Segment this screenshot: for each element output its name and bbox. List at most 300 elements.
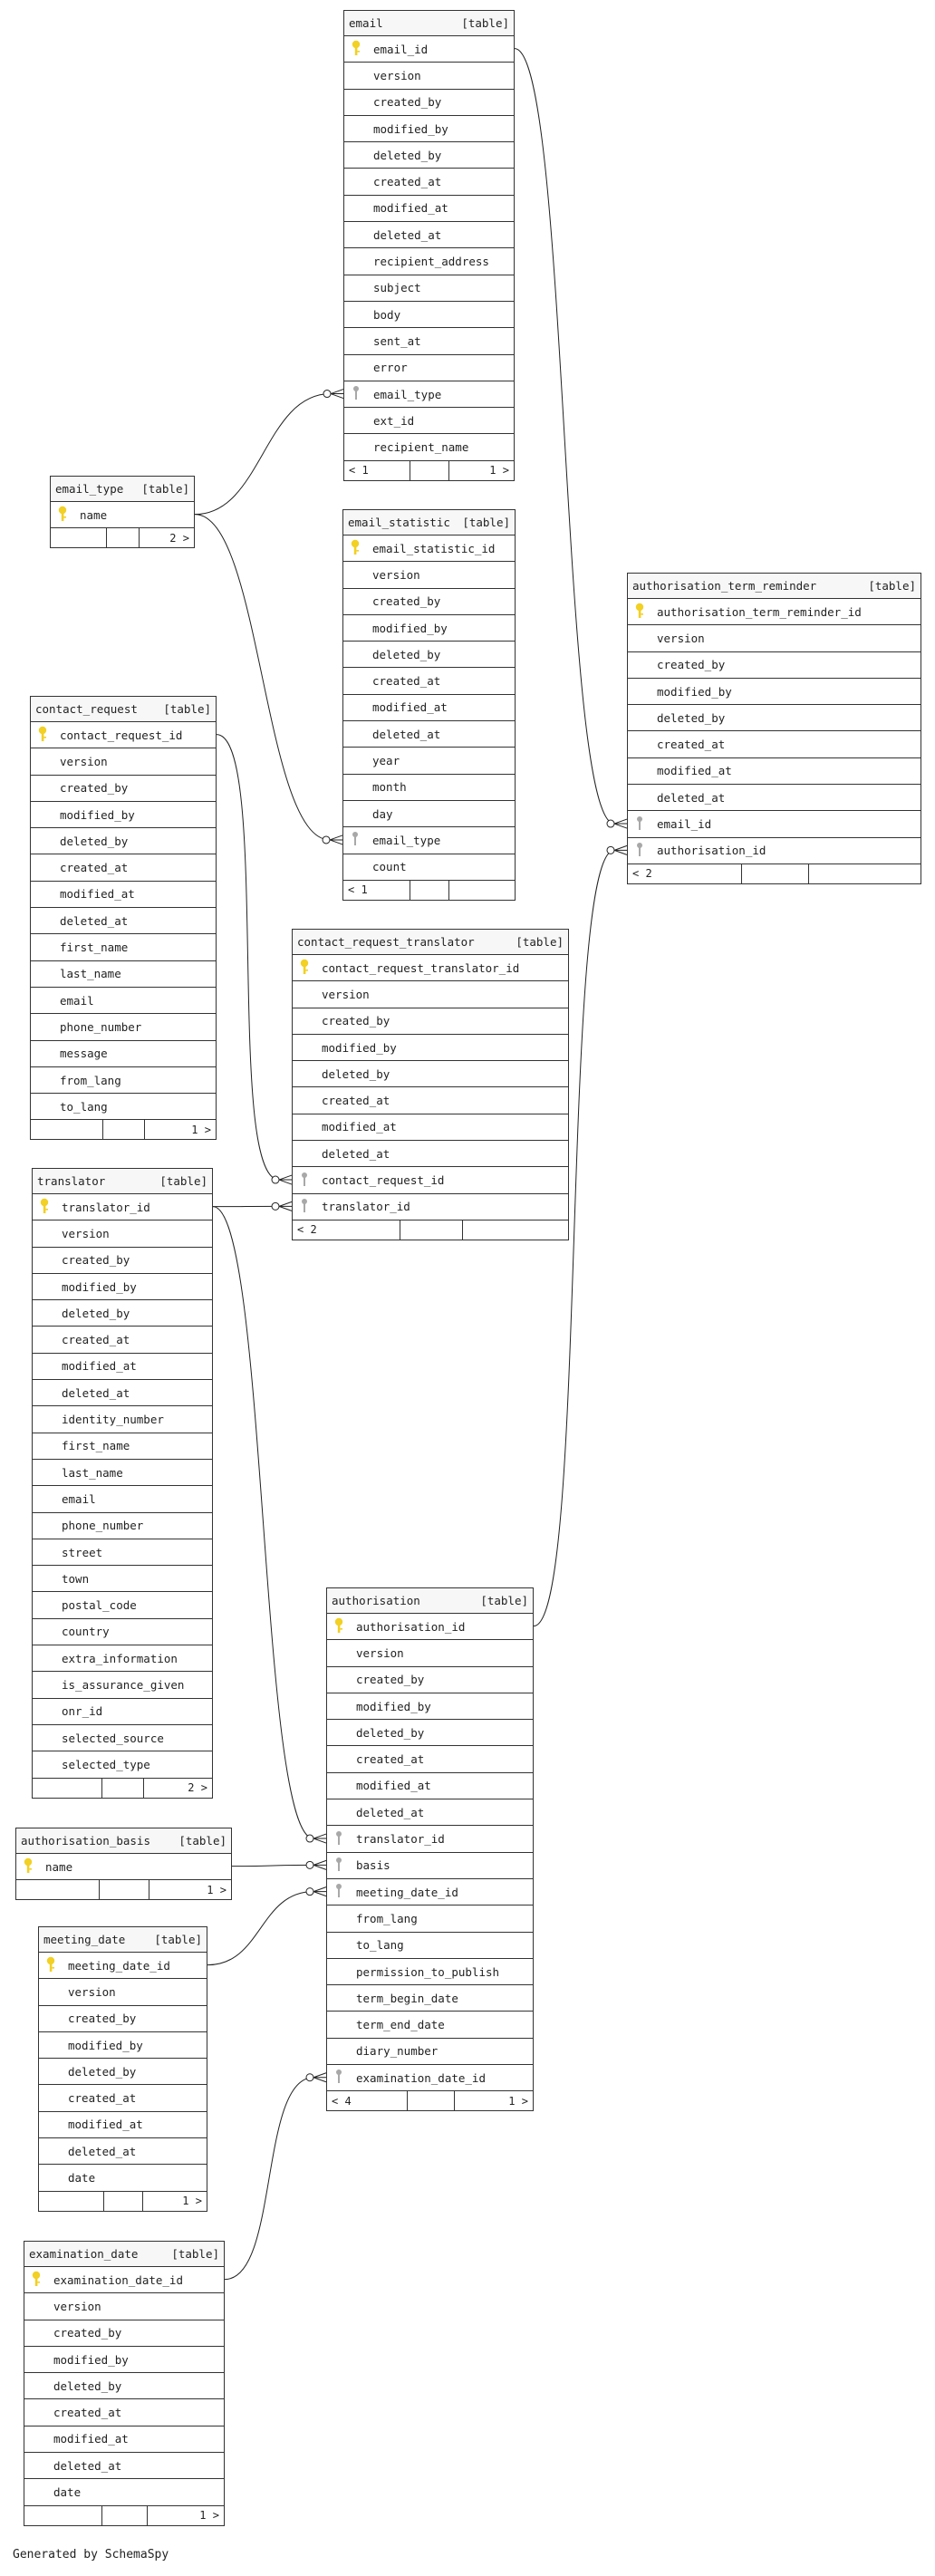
table-footer <box>293 1220 568 1240</box>
column-row[interactable] <box>33 1592 212 1618</box>
column-row[interactable] <box>39 2059 207 2085</box>
column-row[interactable] <box>24 2347 224 2373</box>
table-header[interactable] <box>293 930 568 955</box>
column-icon-placeholder <box>36 779 53 797</box>
column-row[interactable] <box>628 705 921 731</box>
footer-cell <box>102 2506 149 2525</box>
column-row[interactable] <box>628 652 921 679</box>
column-row[interactable] <box>343 827 515 854</box>
column-icon-placeholder <box>38 1357 54 1375</box>
column-icon-placeholder <box>38 1224 54 1242</box>
column-row[interactable] <box>24 2479 224 2505</box>
column-name: modified_at <box>322 1120 397 1134</box>
footer-cell <box>104 2192 143 2211</box>
column-name: contact_request_translator_id <box>322 960 520 975</box>
column-row[interactable] <box>344 381 514 408</box>
column-icon-placeholder <box>38 1755 54 1773</box>
column-row[interactable] <box>33 1460 212 1486</box>
primary-key-icon <box>349 539 365 557</box>
children-count[interactable]: 1 > <box>182 2195 202 2208</box>
column-row[interactable] <box>31 882 216 908</box>
table-name[interactable]: translator <box>37 1174 106 1188</box>
column-row[interactable] <box>293 1008 568 1035</box>
column-row[interactable] <box>33 1672 212 1698</box>
table-type-label: [table] <box>462 516 510 529</box>
footer-cell <box>742 864 809 883</box>
table-email-type <box>50 476 195 548</box>
children-count[interactable]: 1 > <box>191 1123 211 1136</box>
column-row[interactable] <box>31 828 216 854</box>
parents-count[interactable]: < 4 <box>327 2091 408 2110</box>
column-row[interactable] <box>33 1566 212 1592</box>
table-footer <box>628 864 921 883</box>
primary-key-icon <box>30 2271 46 2289</box>
column-row[interactable] <box>327 1933 533 1959</box>
column-row[interactable] <box>344 328 514 354</box>
primary-key-icon <box>22 1857 38 1876</box>
children-count[interactable]: 2 > <box>188 1781 207 1795</box>
children-count[interactable]: 1 > <box>199 2509 219 2523</box>
column-row[interactable] <box>628 599 921 625</box>
table-name[interactable]: authorisation_term_reminder <box>632 579 817 593</box>
column-icon-placeholder <box>633 762 650 780</box>
column-row[interactable] <box>343 801 515 827</box>
column-row[interactable] <box>327 1614 533 1640</box>
column-row[interactable] <box>344 248 514 275</box>
primary-key-icon <box>56 506 72 524</box>
table-footer <box>343 881 515 900</box>
column-name: name <box>80 507 108 522</box>
table-name[interactable]: email <box>349 16 383 30</box>
column-row[interactable] <box>33 1406 212 1433</box>
column-row[interactable] <box>344 222 514 248</box>
column-row[interactable] <box>33 1274 212 1300</box>
column-row[interactable] <box>33 1699 212 1725</box>
column-row[interactable] <box>31 961 216 988</box>
column-icon-placeholder <box>298 1065 314 1083</box>
column-row[interactable] <box>33 1619 212 1645</box>
column-row[interactable] <box>344 302 514 328</box>
column-row[interactable] <box>31 1041 216 1067</box>
column-icon-placeholder <box>44 1983 61 2001</box>
column-row[interactable] <box>343 642 515 668</box>
column-row[interactable] <box>327 2012 533 2038</box>
column-name: from_lang <box>60 1073 121 1087</box>
column-name: modified_by <box>322 1040 397 1055</box>
column-name: diary_number <box>356 2044 439 2059</box>
column-name: deleted_at <box>657 790 726 805</box>
table-header[interactable] <box>628 574 921 599</box>
column-icon-placeholder <box>350 332 366 350</box>
column-row[interactable] <box>293 1114 568 1141</box>
column-row[interactable] <box>327 1853 533 1879</box>
column-row[interactable] <box>344 169 514 195</box>
relationship-line <box>515 49 627 828</box>
foreign-key-icon <box>333 1883 349 1901</box>
column-row[interactable] <box>293 1087 568 1114</box>
column-icon-placeholder <box>349 619 365 637</box>
foreign-key-icon <box>349 831 365 849</box>
column-row[interactable] <box>33 1751 212 1778</box>
column-row[interactable] <box>33 1327 212 1353</box>
column-row[interactable] <box>343 668 515 694</box>
column-row[interactable] <box>31 854 216 881</box>
column-icon-placeholder <box>350 66 366 84</box>
column-name: created_by <box>60 781 129 796</box>
column-icon-placeholder <box>38 1649 54 1667</box>
column-name: term_end_date <box>356 2018 445 2032</box>
column-row[interactable] <box>31 1094 216 1120</box>
column-row[interactable] <box>327 2065 533 2091</box>
column-icon-placeholder <box>349 565 365 584</box>
column-name: deleted_at <box>68 2144 137 2158</box>
column-name: authorisation_id <box>356 1619 466 1634</box>
column-name: modified_by <box>657 684 732 699</box>
table-header[interactable] <box>344 11 514 36</box>
footer-cell <box>103 1120 146 1139</box>
column-row[interactable] <box>628 625 921 651</box>
column-icon-placeholder <box>38 1384 54 1402</box>
column-row[interactable] <box>24 2373 224 2399</box>
column-row[interactable] <box>33 1539 212 1566</box>
column-icon-placeholder <box>44 2089 61 2108</box>
column-row[interactable] <box>628 731 921 757</box>
children-count <box>449 881 515 900</box>
column-row[interactable] <box>24 2453 224 2479</box>
column-row[interactable] <box>344 434 514 460</box>
column-name: translator_id <box>322 1200 410 1214</box>
column-row[interactable] <box>31 908 216 934</box>
column-row[interactable] <box>344 142 514 169</box>
column-name: deleted_by <box>322 1066 390 1081</box>
column-row[interactable] <box>327 1799 533 1826</box>
table-header[interactable] <box>327 1588 533 1614</box>
column-name: created_by <box>657 658 726 672</box>
column-row[interactable] <box>33 1220 212 1247</box>
primary-key-icon <box>333 1617 349 1635</box>
column-row[interactable] <box>344 196 514 222</box>
column-icon-placeholder <box>633 629 650 647</box>
column-row[interactable] <box>31 802 216 828</box>
table-name[interactable]: examination_date <box>29 2247 139 2261</box>
column-icon-placeholder <box>30 2350 46 2369</box>
column-row[interactable] <box>293 955 568 981</box>
column-row[interactable] <box>327 1879 533 1905</box>
column-icon-placeholder <box>349 752 365 770</box>
table-type-label: [table] <box>516 935 564 949</box>
children-count[interactable]: 1 > <box>508 2094 528 2108</box>
column-name: email_statistic_id <box>372 541 496 555</box>
column-row[interactable] <box>343 775 515 801</box>
column-name: deleted_by <box>657 710 726 725</box>
table-header[interactable] <box>33 1169 212 1194</box>
column-icon-placeholder <box>38 1517 54 1535</box>
column-icon-placeholder <box>36 939 53 957</box>
table-contact-request-translator <box>292 929 569 1240</box>
footer-cell <box>400 1220 464 1240</box>
column-icon-placeholder <box>36 752 53 770</box>
column-name: town <box>62 1571 90 1586</box>
primary-key-icon <box>44 1956 61 1974</box>
primary-key-icon <box>633 603 650 621</box>
column-row[interactable] <box>293 1035 568 1061</box>
column-icon-placeholder <box>633 736 650 754</box>
column-row[interactable] <box>31 934 216 960</box>
column-row[interactable] <box>327 1640 533 1666</box>
column-icon-placeholder <box>333 2042 349 2060</box>
column-row[interactable] <box>33 1645 212 1672</box>
table-name[interactable]: authorisation_basis <box>21 1834 150 1848</box>
column-name: translator_id <box>62 1200 150 1214</box>
column-row[interactable] <box>24 2426 224 2453</box>
column-row[interactable] <box>343 721 515 748</box>
column-name: email_type <box>372 833 441 847</box>
column-row[interactable] <box>33 1725 212 1751</box>
table-footer <box>16 1880 231 1899</box>
column-name: date <box>53 2485 82 2500</box>
column-icon-placeholder <box>350 253 366 271</box>
column-icon-placeholder <box>36 1097 53 1115</box>
column-icon-placeholder <box>350 226 366 244</box>
column-row[interactable] <box>327 1720 533 1746</box>
table-authorisation <box>326 1587 534 2111</box>
column-row[interactable] <box>343 535 515 562</box>
column-row[interactable] <box>39 1953 207 1979</box>
relationship-line <box>195 515 342 844</box>
column-row[interactable] <box>33 1513 212 1539</box>
column-row[interactable] <box>16 1854 231 1880</box>
column-row[interactable] <box>327 1959 533 1985</box>
column-row[interactable] <box>344 63 514 89</box>
foreign-key-icon <box>298 1172 314 1190</box>
column-name: date <box>68 2171 96 2185</box>
parents-count[interactable]: < 1 <box>344 461 410 480</box>
column-row[interactable] <box>39 2006 207 2032</box>
column-name: modified_by <box>53 2352 129 2367</box>
parents-count <box>39 2192 104 2211</box>
column-name: extra_information <box>62 1651 178 1665</box>
column-row[interactable] <box>628 811 921 837</box>
column-icon-placeholder <box>349 593 365 611</box>
parents-count[interactable]: < 2 <box>628 864 742 883</box>
table-header[interactable] <box>31 697 216 722</box>
column-name: version <box>322 987 370 1001</box>
primary-key-icon <box>350 40 366 58</box>
column-name: contact_request_id <box>322 1173 445 1188</box>
children-count[interactable]: 1 > <box>207 1883 227 1896</box>
column-row[interactable] <box>33 1248 212 1274</box>
column-icon-placeholder <box>30 2324 46 2342</box>
column-icon-placeholder <box>38 1304 54 1322</box>
column-row[interactable] <box>327 1746 533 1772</box>
table-name[interactable]: email_statistic <box>348 516 450 529</box>
column-row[interactable] <box>293 1167 568 1193</box>
column-row[interactable] <box>327 1773 533 1799</box>
column-row[interactable] <box>33 1194 212 1220</box>
column-name: modified_by <box>60 807 135 822</box>
relationship-line <box>217 735 292 1184</box>
column-row[interactable] <box>344 355 514 381</box>
column-name: phone_number <box>60 1019 142 1034</box>
column-row[interactable] <box>343 589 515 615</box>
column-name: error <box>373 361 408 375</box>
column-icon-placeholder <box>633 682 650 700</box>
column-name: name <box>45 1859 73 1874</box>
foreign-key-icon <box>350 385 366 403</box>
children-count[interactable]: 1 > <box>489 464 509 478</box>
column-row[interactable] <box>39 2032 207 2059</box>
footer-cell <box>408 2091 455 2110</box>
column-row[interactable] <box>31 1067 216 1094</box>
column-row[interactable] <box>33 1300 212 1327</box>
table-header[interactable] <box>16 1828 231 1854</box>
column-row[interactable] <box>343 748 515 774</box>
column-row[interactable] <box>31 722 216 748</box>
column-row[interactable] <box>24 2267 224 2293</box>
column-row[interactable] <box>344 36 514 63</box>
column-row[interactable] <box>24 2320 224 2347</box>
column-icon-placeholder <box>36 806 53 824</box>
column-name: modified_at <box>60 887 135 902</box>
column-row[interactable] <box>24 2399 224 2426</box>
column-icon-placeholder <box>349 672 365 690</box>
column-row[interactable] <box>344 275 514 302</box>
column-icon-placeholder <box>333 2016 349 2034</box>
column-row[interactable] <box>24 2293 224 2320</box>
column-row[interactable] <box>628 758 921 785</box>
column-row[interactable] <box>343 854 515 881</box>
primary-key-icon <box>38 1198 54 1216</box>
column-icon-placeholder <box>38 1597 54 1615</box>
column-row[interactable] <box>293 1194 568 1220</box>
table-header[interactable] <box>343 510 515 535</box>
table-header[interactable] <box>39 1927 207 1953</box>
table-name[interactable]: meeting_date <box>43 1933 126 1946</box>
table-meeting-date <box>38 1926 207 2212</box>
column-row[interactable] <box>327 2039 533 2065</box>
column-name: first_name <box>60 941 129 955</box>
column-name: recipient_address <box>373 255 489 269</box>
column-row[interactable] <box>293 1141 568 1167</box>
column-row[interactable] <box>33 1486 212 1512</box>
column-row[interactable] <box>33 1354 212 1380</box>
column-name: modified_by <box>62 1279 137 1294</box>
column-row[interactable] <box>51 502 194 528</box>
column-row[interactable] <box>343 562 515 588</box>
column-name: created_by <box>53 2326 122 2340</box>
column-name: modified_at <box>657 764 732 778</box>
column-name: created_at <box>53 2406 122 2420</box>
column-icon-placeholder <box>350 93 366 111</box>
column-row[interactable] <box>628 838 921 864</box>
column-icon-placeholder <box>633 656 650 674</box>
column-name: email_type <box>373 387 442 401</box>
column-icon-placeholder <box>30 2377 46 2395</box>
table-type-label: [table] <box>141 482 189 496</box>
column-row[interactable] <box>39 2165 207 2191</box>
table-header[interactable] <box>51 477 194 502</box>
column-name: modified_by <box>373 121 448 136</box>
parents-count[interactable]: < 2 <box>293 1220 400 1240</box>
column-row[interactable] <box>31 748 216 775</box>
table-type-label: [table] <box>461 16 509 30</box>
column-row[interactable] <box>33 1380 212 1406</box>
column-row[interactable] <box>327 1985 533 2012</box>
foreign-key-icon <box>633 842 650 860</box>
column-icon-placeholder <box>349 778 365 796</box>
table-examination-date <box>24 2241 225 2526</box>
children-count[interactable]: 2 > <box>169 531 189 545</box>
table-type-label: [table] <box>159 1174 207 1188</box>
column-row[interactable] <box>343 695 515 721</box>
table-name[interactable]: authorisation <box>332 1594 420 1607</box>
column-row[interactable] <box>344 116 514 142</box>
column-row[interactable] <box>327 1667 533 1693</box>
column-row[interactable] <box>33 1433 212 1460</box>
column-icon-placeholder <box>350 359 366 377</box>
column-row[interactable] <box>344 408 514 434</box>
column-row[interactable] <box>628 785 921 811</box>
column-icon-placeholder <box>44 2036 61 2054</box>
column-row[interactable] <box>39 2112 207 2138</box>
column-row[interactable] <box>343 615 515 642</box>
table-name[interactable]: contact_request <box>35 702 138 716</box>
column-row[interactable] <box>628 679 921 705</box>
column-row[interactable] <box>327 1826 533 1852</box>
column-name: is_assurance_given <box>62 1677 185 1692</box>
parents-count[interactable]: < 1 <box>343 881 410 900</box>
column-icon-placeholder <box>333 1909 349 1927</box>
column-name: deleted_at <box>62 1385 130 1400</box>
column-icon-placeholder <box>30 2484 46 2502</box>
footer-cell <box>107 528 140 547</box>
column-name: deleted_by <box>373 148 442 162</box>
column-row[interactable] <box>39 2138 207 2165</box>
table-contact-request <box>30 696 217 1140</box>
column-icon-placeholder <box>44 2142 61 2160</box>
column-row[interactable] <box>31 776 216 802</box>
column-name: authorisation_term_reminder_id <box>657 604 862 619</box>
column-name: deleted_at <box>322 1146 390 1161</box>
table-name[interactable]: contact_request_translator <box>297 935 475 949</box>
column-row[interactable] <box>31 988 216 1014</box>
column-icon-placeholder <box>44 2010 61 2028</box>
table-header[interactable] <box>24 2242 224 2267</box>
table-name[interactable]: email_type <box>55 482 124 496</box>
column-row[interactable] <box>344 90 514 116</box>
column-row[interactable] <box>293 1061 568 1087</box>
table-email <box>343 10 515 481</box>
foreign-key-icon <box>298 1198 314 1216</box>
column-row[interactable] <box>31 1014 216 1040</box>
column-name: modified_at <box>68 2118 143 2132</box>
table-authorisation-term-reminder <box>627 573 921 884</box>
column-row[interactable] <box>39 2085 207 2111</box>
column-icon-placeholder <box>38 1463 54 1481</box>
table-footer <box>344 461 514 480</box>
column-icon-placeholder <box>349 699 365 717</box>
column-name: version <box>53 2299 101 2313</box>
column-row[interactable] <box>327 1693 533 1720</box>
column-row[interactable] <box>327 1905 533 1932</box>
column-name: from_lang <box>356 1911 418 1925</box>
column-name: term_begin_date <box>356 1991 458 2005</box>
column-name: modified_by <box>356 1699 431 1713</box>
table-type-label: [table] <box>163 702 211 716</box>
column-row[interactable] <box>293 981 568 1008</box>
column-icon-placeholder <box>36 912 53 930</box>
column-row[interactable] <box>39 1979 207 2005</box>
